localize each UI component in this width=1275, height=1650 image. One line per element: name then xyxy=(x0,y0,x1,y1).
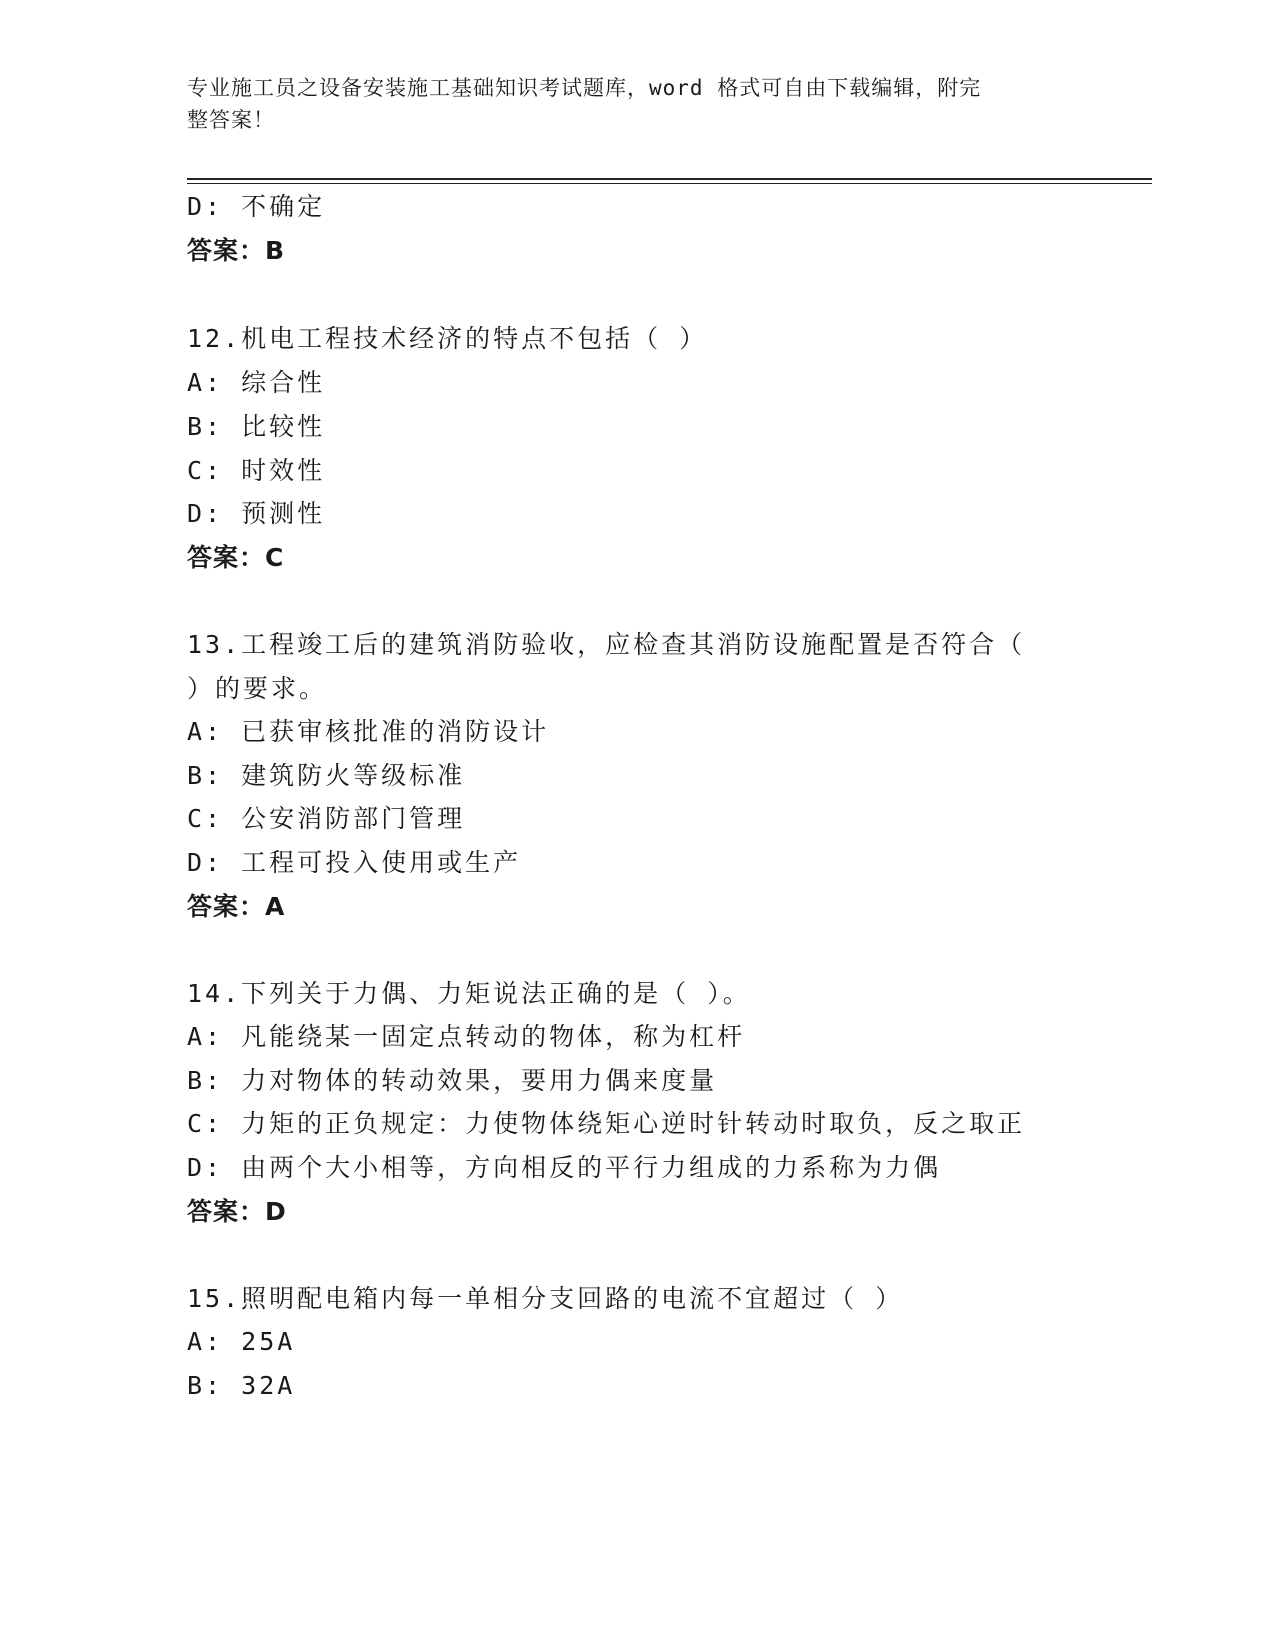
question-14-option-b: B: 力对物体的转动效果，要用力偶来度量 xyxy=(187,1066,718,1095)
question-12-option-b: B: 比较性 xyxy=(187,412,326,441)
document-header xyxy=(187,72,1067,136)
header-divider-thick xyxy=(187,178,1152,180)
question-14-option-d: D: 由两个大小相等，方向相反的平行力组成的力系称为力偶 xyxy=(187,1153,942,1182)
question-13-answer: 答案：A xyxy=(187,892,286,921)
question-12-answer: 答案：C xyxy=(187,543,285,572)
question-14-option-a: A: 凡能绕某一固定点转动的物体，称为杠杆 xyxy=(187,1022,746,1051)
question-12-option-d: D: 预测性 xyxy=(187,499,326,528)
question-13-stem-line-2: ）的要求。 xyxy=(187,674,328,703)
header-line-2: 整答案！ xyxy=(187,108,275,132)
answer-line: 答案：B xyxy=(187,236,286,265)
question-13-option-b: B: 建筑防火等级标准 xyxy=(187,761,466,790)
question-13-option-d: D: 工程可投入使用或生产 xyxy=(187,848,522,877)
question-13-option-c: C: 公安消防部门管理 xyxy=(187,804,466,833)
question-13-option-a: A: 已获审核批准的消防设计 xyxy=(187,717,550,746)
header-divider-thin xyxy=(187,183,1152,184)
question-15-option-a: A: 25A xyxy=(187,1327,296,1356)
question-15-stem: 15.照明配电箱内每一单相分支回路的电流不宜超过（ ） xyxy=(187,1284,904,1313)
option-d: D: 不确定 xyxy=(187,192,326,221)
question-12-option-c: C: 时效性 xyxy=(187,456,326,485)
question-15-option-b: B: 32A xyxy=(187,1371,296,1400)
question-14-stem: 14.下列关于力偶、力矩说法正确的是（ ）。 xyxy=(187,979,751,1008)
question-12-option-a: A: 综合性 xyxy=(187,368,326,397)
question-14-answer: 答案：D xyxy=(187,1197,287,1226)
question-14-option-c: C: 力矩的正负规定：力使物体绕矩心逆时针转动时取负，反之取正 xyxy=(187,1109,1026,1138)
question-12-stem: 12.机电工程技术经济的特点不包括（ ） xyxy=(187,324,708,353)
question-13-stem-line-1: 13.工程竣工后的建筑消防验收，应检查其消防设施配置是否符合（ xyxy=(187,630,1026,659)
header-line-1: 专业施工员之设备安装施工基础知识考试题库，word 格式可自由下载编辑，附完 xyxy=(187,76,982,100)
